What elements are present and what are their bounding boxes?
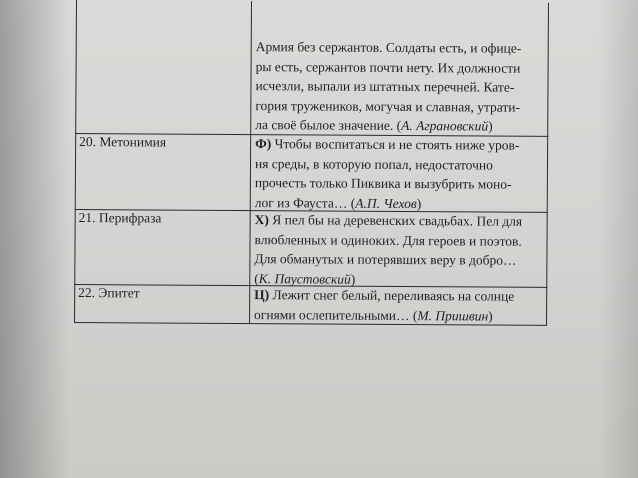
example-line: (К. Паустовский) (254, 270, 356, 287)
example-line: ры есть, сержантов почти нету. Их должности (255, 58, 521, 76)
author-name: А. Аграновский (401, 117, 489, 134)
example-line: Х) Я пел бы на деревенских свадьбах. Пел для (254, 212, 523, 229)
author-name: К. Паустовский (258, 270, 351, 287)
example-line: влюбленных и одиноких. Для героев и поэтов. (254, 231, 522, 249)
example-line: ла своё былое значение. (А. Аграновский) (255, 117, 493, 134)
author-name: М. Пришвин (417, 307, 489, 324)
table-row (75, 0, 549, 137)
example-letter: Ф) (255, 136, 272, 152)
example-line: ня среды, в которую попал, недостаточно (254, 155, 493, 173)
figures-of-speech-table (76, 0, 549, 324)
page-shadow-right (598, 0, 638, 478)
author-name: А.П. Чехов (355, 195, 417, 211)
example-letter: Ц) (254, 287, 270, 303)
example-text (254, 210, 544, 290)
example-text (254, 285, 544, 326)
example-text (255, 37, 546, 136)
example-line: Ф) Чтобы воспитаться и не стоять ниже уров- (255, 136, 520, 153)
term-label: 21. Перифраза (78, 210, 162, 226)
example-line: гория тружеников, могучая и славная, утрати- (255, 97, 521, 115)
table-row (74, 209, 547, 288)
example-letter: Х) (254, 212, 269, 228)
example-line: Армия без сержантов. Солдаты есть, и офице- (255, 39, 522, 56)
term-label: 20. Метонимия (79, 134, 167, 150)
table-row (75, 133, 548, 213)
example-text (255, 134, 545, 214)
page-shadow-left (0, 0, 70, 478)
example-line: Для обманутых и потерявших веру в добро… (254, 251, 517, 268)
example-line: лог из Фауста… (А.П. Чехов) (254, 194, 422, 211)
table-row (74, 284, 547, 326)
term-label: 22. Эпитет (78, 285, 140, 301)
example-line: огнями ослепительными… (М. Пришвин) (254, 306, 493, 324)
example-line: Ц) Лежит снег белый, переливаясь на солнце (254, 287, 515, 304)
example-line: исчезли, выпали из штатных перечней. Кате- (255, 78, 515, 95)
example-line: прочесть только Пиквика и вызубрить моно- (254, 175, 512, 192)
